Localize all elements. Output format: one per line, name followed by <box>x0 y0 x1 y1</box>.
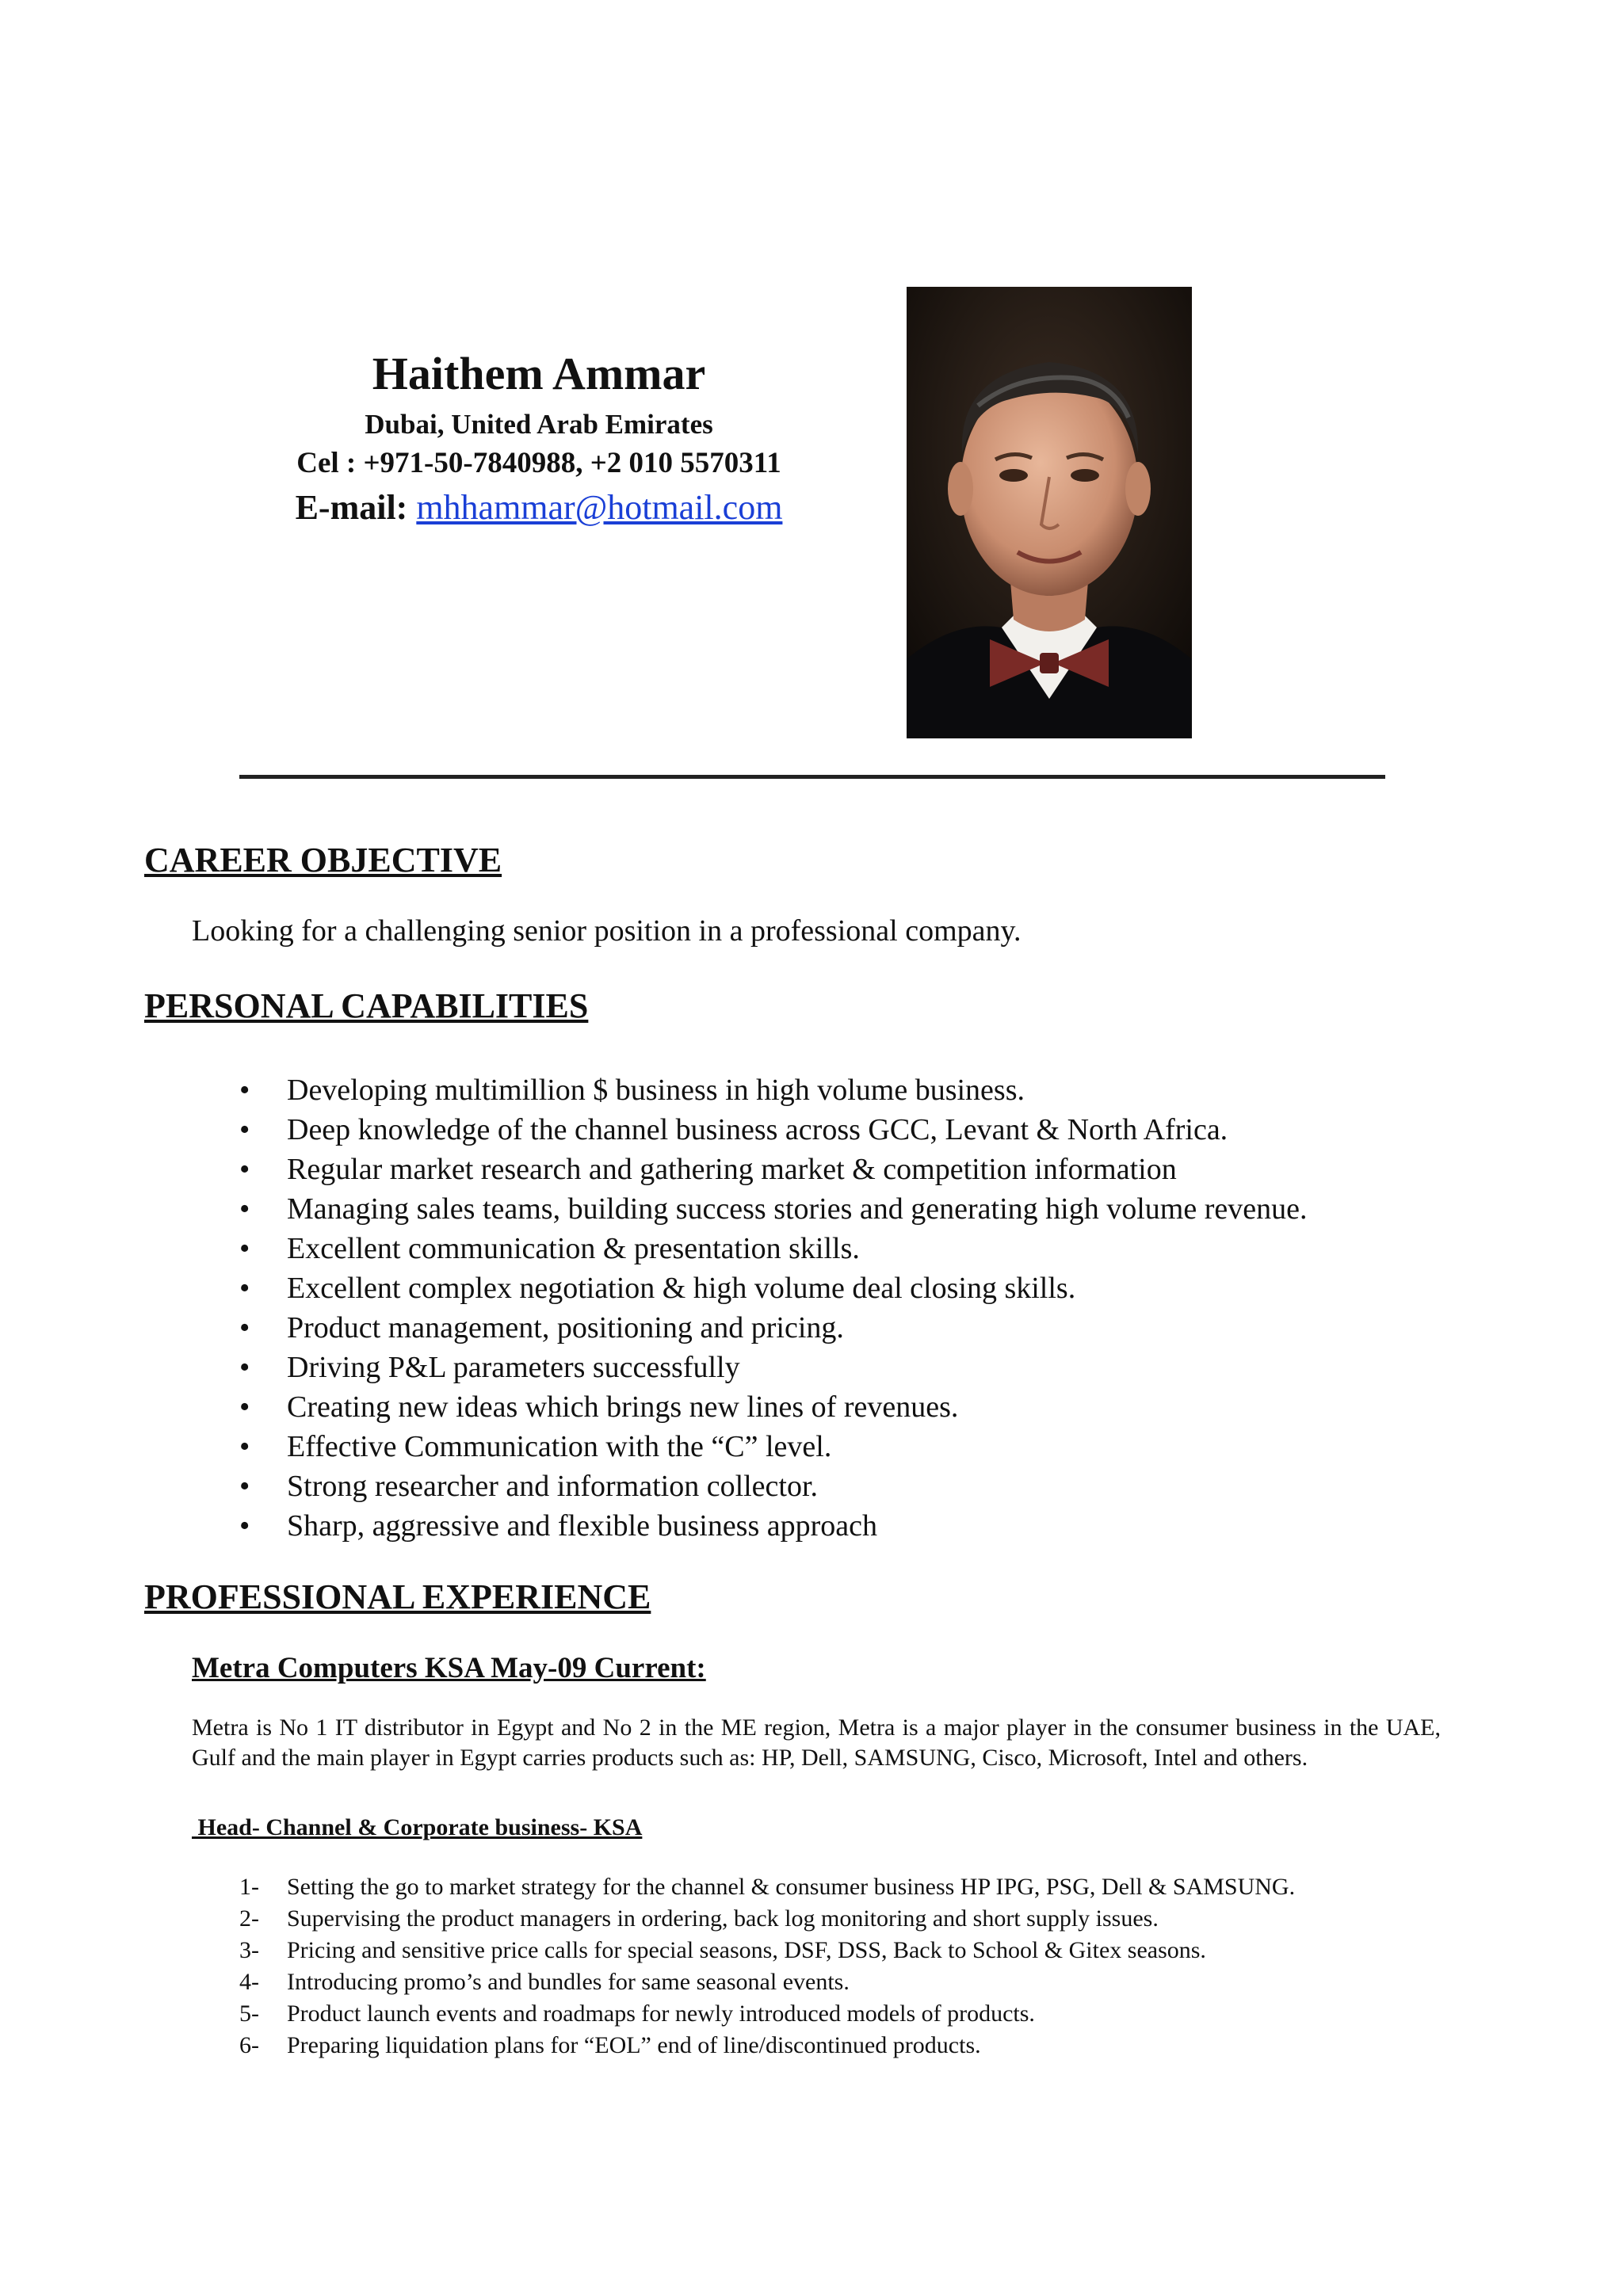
capability-text: Deep knowledge of the channel business across GCC, Levant & North Africa. <box>287 1113 1228 1146</box>
duty-item <box>239 1998 1295 2030</box>
job-role: Head- Channel & Corporate business- KSA <box>192 1814 643 1840</box>
duty-item <box>239 1871 1295 1903</box>
capability-text: Managing sales teams, building success stories and generating high volume revenue. <box>287 1192 1308 1226</box>
capability-text: Regular market research and gathering market & competition information <box>287 1153 1177 1186</box>
list-item <box>239 1070 1307 1110</box>
list-item <box>239 1506 1307 1546</box>
duty-number: 1- <box>239 1874 259 1900</box>
duty-text: Pricing and sensitive price calls for special seasons, DSF, DSS, Back to School & Gitex seasons. <box>287 1937 1206 1963</box>
profile-photo <box>907 287 1192 738</box>
duties-list <box>239 1871 1295 2061</box>
duty-text: Setting the go to market strategy for the channel & consumer business HP IPG, PSG, Dell & SAMSUNG. <box>287 1874 1296 1900</box>
duty-item <box>239 1903 1295 1935</box>
duty-text: Introducing promo’s and bundles for same seasonal events. <box>287 1969 850 1995</box>
email-line <box>238 483 840 532</box>
duty-number: 5- <box>239 2000 259 2027</box>
bullet-icon: • <box>239 1153 250 1186</box>
bullet-icon: • <box>239 1311 250 1344</box>
capability-text: Sharp, aggressive and flexible business approach <box>287 1509 878 1543</box>
career-objective-heading: CAREER OBJECTIVE <box>144 841 502 879</box>
email-link[interactable]: mhhammar@hotmail.com <box>416 488 783 527</box>
bullet-icon: • <box>239 1232 250 1265</box>
duty-number: 3- <box>239 1937 259 1963</box>
email-label: E-mail: <box>295 488 408 527</box>
duty-text: Preparing liquidation plans for “EOL” end of line/discontinued products. <box>287 2032 981 2058</box>
list-item <box>239 1466 1307 1506</box>
career-objective-text: Looking for a challenging senior position in a professional company. <box>192 914 1022 948</box>
list-item <box>239 1268 1307 1308</box>
capability-text: Product management, positioning and pricing. <box>287 1311 844 1344</box>
bullet-icon: • <box>239 1113 250 1146</box>
bullet-icon: • <box>239 1074 250 1107</box>
duty-number: 2- <box>239 1905 259 1932</box>
duty-number: 4- <box>239 1969 259 1995</box>
bullet-icon: • <box>239 1272 250 1305</box>
list-item <box>239 1348 1307 1387</box>
bullet-icon: • <box>239 1390 250 1424</box>
bullet-icon: • <box>239 1430 250 1463</box>
list-item <box>239 1387 1307 1427</box>
duty-number: 6- <box>239 2032 259 2058</box>
duty-text: Supervising the product managers in ordering, back log monitoring and short supply issues. <box>287 1905 1159 1932</box>
list-item <box>239 1189 1307 1229</box>
duty-item <box>239 2030 1295 2061</box>
capabilities-list <box>239 1070 1307 1546</box>
capability-text: Effective Communication with the “C” level. <box>287 1430 832 1463</box>
duty-item <box>239 1966 1295 1998</box>
candidate-phone: Cel : +971-50-7840988, +2 010 5570311 <box>296 447 781 479</box>
capability-text: Excellent communication & presentation skills. <box>287 1232 860 1265</box>
bullet-icon: • <box>239 1509 250 1543</box>
list-item <box>239 1150 1307 1189</box>
duty-item <box>239 1935 1295 1966</box>
bullet-icon: • <box>239 1470 250 1503</box>
job-title: Metra Computers KSA May-09 Current: <box>192 1652 706 1684</box>
company-description: Metra is No 1 IT distributor in Egypt and No 2 in the ME region, Metra is a major player in the consumer business in the UAE, Gulf and the main player in Egypt carries products such as: HP, Dell, SAMSUNG, Cisco, Microsoft, Intel and others. <box>192 1714 1441 1771</box>
capability-text: Excellent complex negotiation & high volume deal closing skills. <box>287 1272 1076 1305</box>
list-item <box>239 1308 1307 1348</box>
header-divider <box>239 775 1385 779</box>
list-item <box>239 1110 1307 1150</box>
bullet-icon: • <box>239 1351 250 1384</box>
list-item <box>239 1427 1307 1466</box>
candidate-name: Haithem Ammar <box>372 348 706 399</box>
candidate-location: Dubai, United Arab Emirates <box>365 409 713 440</box>
personal-capabilities-heading: PERSONAL CAPABILITIES <box>144 986 589 1025</box>
capability-text: Driving P&L parameters successfully <box>287 1351 740 1384</box>
list-item <box>239 1229 1307 1268</box>
capability-text: Strong researcher and information collector. <box>287 1470 819 1503</box>
capability-text: Creating new ideas which brings new lines of revenues. <box>287 1390 959 1424</box>
duty-text: Product launch events and roadmaps for newly introduced models of products. <box>287 2000 1035 2027</box>
contact-header <box>238 342 840 532</box>
professional-experience-heading: PROFESSIONAL EXPERIENCE <box>144 1577 651 1616</box>
bullet-icon: • <box>239 1192 250 1226</box>
capability-text: Developing multimillion $ business in high volume business. <box>287 1074 1025 1107</box>
